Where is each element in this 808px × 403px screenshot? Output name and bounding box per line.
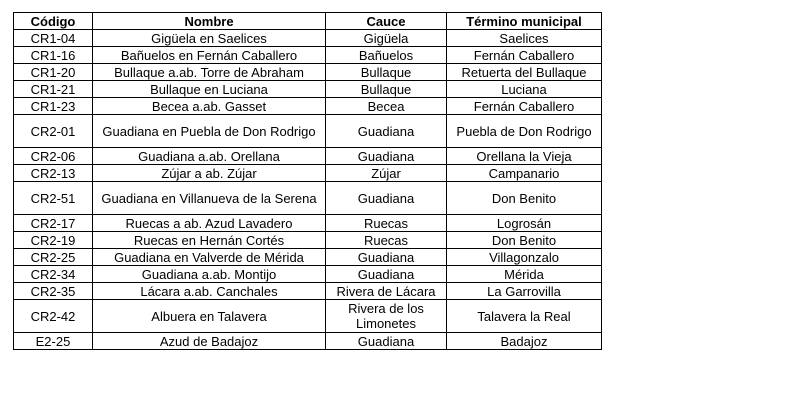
cell-termino: Puebla de Don Rodrigo xyxy=(447,115,602,148)
cell-cauce: Guadiana xyxy=(326,115,447,148)
table-row xyxy=(14,98,602,115)
cell-codigo: CR2-17 xyxy=(14,215,93,232)
cell-codigo: CR2-35 xyxy=(14,283,93,300)
cell-cauce: Ruecas xyxy=(326,215,447,232)
table-row xyxy=(14,182,602,215)
cell-nombre: Azud de Badajoz xyxy=(93,333,326,350)
table-row xyxy=(14,30,602,47)
header-cauce: Cauce xyxy=(326,13,447,30)
cell-termino: La Garrovilla xyxy=(447,283,602,300)
cell-termino: Badajoz xyxy=(447,333,602,350)
cell-termino: Villagonzalo xyxy=(447,249,602,266)
table-row xyxy=(14,47,602,64)
cell-nombre: Bullaque a.ab. Torre de Abraham xyxy=(93,64,326,81)
cell-cauce: Guadiana xyxy=(326,333,447,350)
cell-cauce: Bañuelos xyxy=(326,47,447,64)
cell-codigo: CR2-19 xyxy=(14,232,93,249)
cell-codigo: CR2-42 xyxy=(14,300,93,333)
table-header-row xyxy=(14,13,602,30)
cell-nombre: Gigüela en Saelices xyxy=(93,30,326,47)
table-row xyxy=(14,215,602,232)
cell-nombre: Albuera en Talavera xyxy=(93,300,326,333)
cell-cauce: Rivera de los Limonetes xyxy=(326,300,447,333)
cell-codigo: CR1-16 xyxy=(14,47,93,64)
table-row xyxy=(14,64,602,81)
cell-nombre: Zújar a ab. Zújar xyxy=(93,165,326,182)
cell-nombre: Bañuelos en Fernán Caballero xyxy=(93,47,326,64)
cell-codigo: CR2-34 xyxy=(14,266,93,283)
cell-nombre: Guadiana en Valverde de Mérida xyxy=(93,249,326,266)
cell-codigo: CR2-06 xyxy=(14,148,93,165)
cell-termino: Retuerta del Bullaque xyxy=(447,64,602,81)
cell-cauce: Guadiana xyxy=(326,249,447,266)
cell-cauce: Guadiana xyxy=(326,182,447,215)
table-row xyxy=(14,165,602,182)
cell-cauce: Becea xyxy=(326,98,447,115)
cell-codigo: CR1-21 xyxy=(14,81,93,98)
cell-codigo: E2-25 xyxy=(14,333,93,350)
cell-termino: Orellana la Vieja xyxy=(447,148,602,165)
cell-codigo: CR2-13 xyxy=(14,165,93,182)
header-nombre: Nombre xyxy=(93,13,326,30)
table-row xyxy=(14,148,602,165)
cell-nombre: Becea a.ab. Gasset xyxy=(93,98,326,115)
cell-cauce: Ruecas xyxy=(326,232,447,249)
cell-termino: Campanario xyxy=(447,165,602,182)
cell-nombre: Bullaque en Luciana xyxy=(93,81,326,98)
cell-nombre: Ruecas en Hernán Cortés xyxy=(93,232,326,249)
header-termino-municipal: Término municipal xyxy=(447,13,602,30)
cell-codigo: CR2-25 xyxy=(14,249,93,266)
table-row xyxy=(14,232,602,249)
table-row xyxy=(14,249,602,266)
table-row xyxy=(14,115,602,148)
cell-nombre: Guadiana a.ab. Orellana xyxy=(93,148,326,165)
cell-cauce: Guadiana xyxy=(326,148,447,165)
stations-table xyxy=(13,12,602,350)
cell-cauce: Zújar xyxy=(326,165,447,182)
table-row xyxy=(14,266,602,283)
cell-termino: Fernán Caballero xyxy=(447,47,602,64)
cell-cauce: Guadiana xyxy=(326,266,447,283)
cell-termino: Logrosán xyxy=(447,215,602,232)
cell-codigo: CR2-51 xyxy=(14,182,93,215)
cell-cauce: Gigüela xyxy=(326,30,447,47)
table-row xyxy=(14,333,602,350)
table-row xyxy=(14,81,602,98)
cell-cauce: Bullaque xyxy=(326,64,447,81)
cell-nombre: Guadiana a.ab. Montijo xyxy=(93,266,326,283)
cell-termino: Fernán Caballero xyxy=(447,98,602,115)
cell-termino: Talavera la Real xyxy=(447,300,602,333)
cell-nombre: Guadiana en Puebla de Don Rodrigo xyxy=(93,115,326,148)
cell-nombre: Lácara a.ab. Canchales xyxy=(93,283,326,300)
table-row xyxy=(14,300,602,333)
cell-codigo: CR2-01 xyxy=(14,115,93,148)
cell-termino: Don Benito xyxy=(447,182,602,215)
cell-codigo: CR1-04 xyxy=(14,30,93,47)
cell-termino: Saelices xyxy=(447,30,602,47)
cell-termino: Mérida xyxy=(447,266,602,283)
cell-codigo: CR1-20 xyxy=(14,64,93,81)
cell-termino: Don Benito xyxy=(447,232,602,249)
cell-codigo: CR1-23 xyxy=(14,98,93,115)
cell-cauce: Bullaque xyxy=(326,81,447,98)
header-codigo: Código xyxy=(14,13,93,30)
cell-nombre: Guadiana en Villanueva de la Serena xyxy=(93,182,326,215)
cell-nombre: Ruecas a ab. Azud Lavadero xyxy=(93,215,326,232)
table-row xyxy=(14,283,602,300)
cell-cauce: Rivera de Lácara xyxy=(326,283,447,300)
cell-termino: Luciana xyxy=(447,81,602,98)
